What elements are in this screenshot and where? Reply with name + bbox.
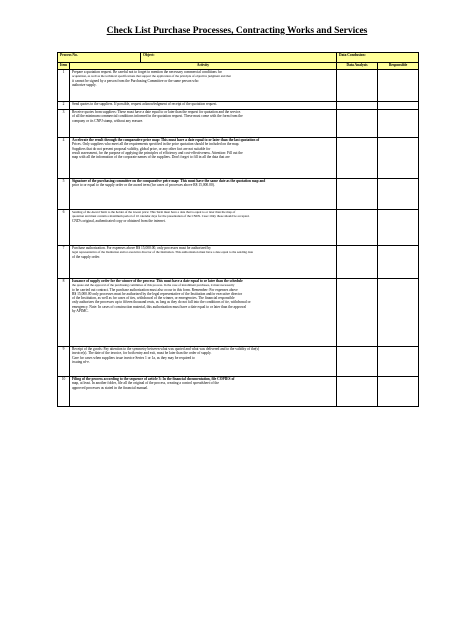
column-header-row — [58, 63, 419, 70]
activity-line: Receive quotes from suppliers: These must have a date equal to or later than the request for quotation and the service. — [72, 110, 242, 114]
object-cell: Object: — [141, 53, 337, 63]
activity-line: to be carried out contract. The purchase authorization must also occur in this form. Remember: For expenses above — [72, 287, 238, 292]
activity-line: emergency. Note: In cases of construction material, this authorization must have a date equal to or later than the approval — [72, 304, 247, 309]
table-row — [58, 138, 419, 179]
activity-line: of the Institution, as well as for cases of ties, withdrawal of the winner, or emergencies. The financial responsible — [72, 296, 235, 301]
process-no-cell: Process No. — [58, 53, 141, 63]
data-analysis-cell — [337, 110, 378, 138]
data-analysis-cell — [337, 377, 378, 407]
item-header: Item — [58, 63, 70, 70]
page-title: Check List Purchase Processes, Contracting Works and Services — [106, 26, 368, 36]
activity-cell — [70, 138, 337, 179]
activity-cell — [70, 102, 337, 110]
activity-line: authorize supply. — [72, 82, 97, 87]
activity-line: Care for cases when suppliers issue invoice Series 1 or 1a, as they may be required to — [72, 355, 195, 360]
item-number: 10 — [58, 377, 70, 407]
item-number: 8 — [58, 279, 70, 347]
responsible-header: Responsible — [378, 63, 419, 70]
activity-cell — [70, 347, 337, 377]
data-analysis-cell — [337, 102, 378, 110]
table-row — [58, 179, 419, 210]
activity-line: the quote and the approval of the purchasing committee of this process. In the case of installment purchases, it must necessarily — [72, 283, 235, 288]
responsible-cell — [378, 377, 419, 407]
table-row — [58, 246, 419, 279]
item-number: 9 — [58, 347, 70, 377]
data-analysis-cell — [337, 246, 378, 279]
activity-cell — [70, 210, 337, 246]
activity-line: Sending of the Award Term to the holder of the lowest price: This Term must have a date that is equal to or later than the map of — [72, 210, 236, 214]
activity-cell — [70, 179, 337, 210]
item-number: 5 — [58, 179, 70, 210]
data-analysis-cell — [337, 70, 378, 102]
data-analysis-cell — [337, 347, 378, 377]
activity-cell — [70, 70, 337, 102]
activity-cell — [70, 246, 337, 279]
checklist-table — [57, 52, 419, 407]
item-number: 1 — [58, 70, 70, 102]
responsible-cell — [378, 102, 419, 110]
activity-line: acquisition, as well as the technical specifications that support the application of the principle of objective judgment and that — [72, 74, 231, 79]
activity-cell — [70, 110, 337, 138]
activity-line: by APIMC. — [72, 309, 89, 314]
data-conclusion-cell: Data Conclusion: — [337, 53, 419, 63]
activity-line: map, at least. In another folder, file all the original of the process, creating a control spreadsheet of the — [72, 381, 219, 386]
header-row — [58, 53, 419, 63]
table-row — [58, 279, 419, 347]
activity-line: it cannot be signed by a person from the Purchasing Committee or the same person who — [72, 78, 199, 83]
item-number: 2 — [58, 102, 70, 110]
activity-line: approved processes as stated in the financial manual. — [72, 385, 149, 390]
activity-line: map with all the information of the corporate names of the suppliers. Don't forget to fill in all the data that are — [72, 155, 230, 160]
data-analysis-cell — [337, 138, 378, 179]
activity-header: Activity — [70, 63, 337, 70]
activity-lead: Filing of the process according to the sequence of article 3: In the financial documentation, file COPIES of — [72, 377, 235, 381]
activity-line: quotation and must contain a maximum period of 10 calendar days for the presentation of the CNDS. Case: Only those should be accepted. — [72, 214, 250, 219]
table-row — [58, 102, 419, 110]
responsible-cell — [378, 347, 419, 377]
responsible-cell — [378, 246, 419, 279]
responsible-cell — [378, 279, 419, 347]
activity-line: Send quotes to the suppliers. If possible, request acknowledgment of receipt of the quotation request. — [72, 102, 218, 106]
responsible-cell — [378, 138, 419, 179]
activity-line: only authorizes the processes up to fifteen thousand reais, as long as they do not fall into the conditions of tie, withdrawal or — [72, 300, 251, 305]
activity-line: R$ 15,000.00 only processes must be authorized by the legal representative of the Institution and/or executive director — [72, 291, 243, 296]
activity-lead: Signature of the purchasing committee on the comparative price map: This must have the same date as the quotation map and — [72, 179, 266, 183]
activity-lead: Issuance of supply order for the winner of the process: This must have a date equal to or later than the schedule — [72, 279, 243, 283]
activity-lead: Accelerate the result through the comparative price map: This must have a date equal to or later than the last quotation of — [72, 138, 260, 142]
item-number: 3 — [58, 110, 70, 138]
activity-cell — [70, 377, 337, 407]
item-number: 7 — [58, 246, 70, 279]
activity-line: Prices. Only suppliers who meet all the requirements specified in the price quotation should be included on the map. — [72, 142, 240, 147]
table-row — [58, 347, 419, 377]
activity-line: result assessment, for the purpose of applying the principles of efficiency and cost-effectiveness. Attention: Fill out the — [72, 150, 243, 155]
activity-line: Suppliers that do not present proposal validity, global price, or any other fact are not suitable for — [72, 146, 211, 151]
activity-line: legal representative of the Institution and/or executive director of the Institution. This authorization must have a date equal to the sending date — [72, 250, 254, 255]
table-row — [58, 70, 419, 102]
activity-cell — [70, 279, 337, 347]
table-row — [58, 110, 419, 138]
activity-line: of the supply order. — [72, 254, 100, 259]
activity-line: company or its CNPJ stamp, without any erasure. — [72, 118, 144, 123]
data-analysis-header: Data Analysis — [337, 63, 378, 70]
activity-line: of all the minimum commercial conditions informed in the quotation request. These must come with the form from the — [72, 114, 243, 119]
activity-line: Purchase authorization. For expenses above R$ 15,000.00, only processes must be authorized by — [72, 246, 211, 250]
activity-line: issuing nf-e. — [72, 359, 90, 364]
activity-line: Receipt of the goods: Pay attention to the symmetry between what was quoted and what was delivered and to the validity of the(s) — [72, 347, 260, 351]
activity-line: invoice(s). The date of the invoice, for both entry and exit, must be later than the order of supply. — [72, 351, 212, 356]
data-analysis-cell — [337, 279, 378, 347]
activity-line: prior to or equal to the supply order or the award term (for cases of processes above R$ 15,000.00). — [72, 183, 215, 188]
responsible-cell — [378, 110, 419, 138]
responsible-cell — [378, 210, 419, 246]
item-number: 6 — [58, 210, 70, 246]
activity-line: CND's original, authenticated copy or obtained from the internet. — [72, 218, 166, 223]
item-number: 4 — [58, 138, 70, 179]
table-row — [58, 210, 419, 246]
data-analysis-cell — [337, 179, 378, 210]
table-row — [58, 377, 419, 407]
activity-line: Prepare a quotation request. Be careful not to forget to mention the necessary commercial conditions for — [72, 70, 222, 74]
responsible-cell — [378, 179, 419, 210]
data-analysis-cell — [337, 210, 378, 246]
responsible-cell — [378, 70, 419, 102]
